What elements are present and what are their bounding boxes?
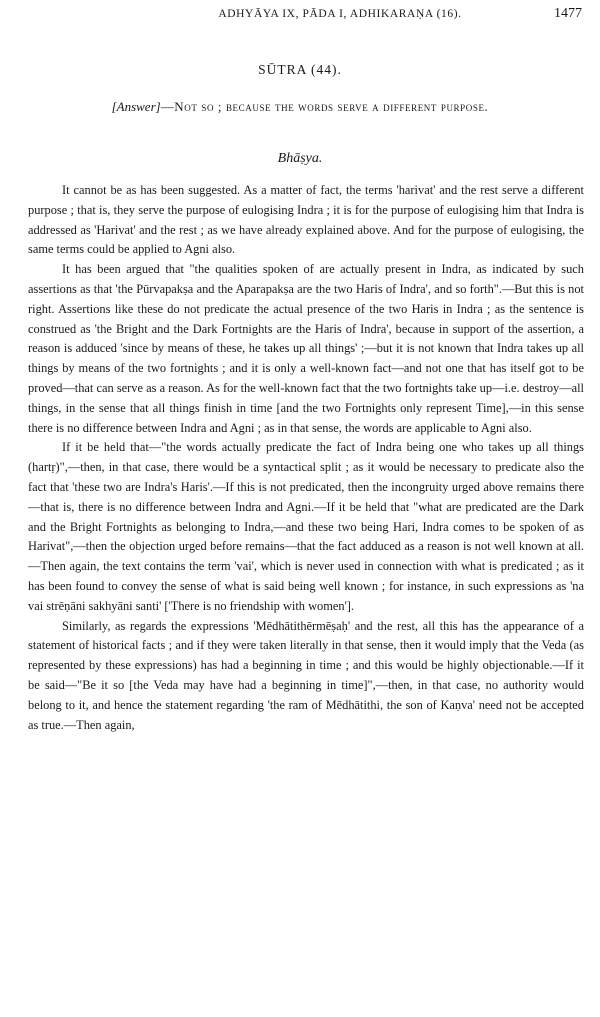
sutra-answer: [40, 96, 560, 118]
running-header: ADHYĀYA IX, PĀDA I, ADHIKARAṆA (16).: [218, 8, 462, 20]
bhasya-heading: Bhāṣya.: [277, 151, 323, 166]
paragraph-4: Similarly, as regards the expressions 'Mēdhātithērmēṣaḥ' and the rest, all this has the appearance of a statement of historical facts ; and if they were taken literally in that sense, then it would imply that the Veda (as represented by these expressions) has had a beginning in time ; and this would be highly objectionable.—If it be said—"Be it so [the Veda may have had a beginning in time]",—then, in that case, no authority would belong to it, and hence the statement regarding 'the ram of Mēdhātithi, the son of Kaṇva' need not be accepted as true.—Then again,: [28, 618, 584, 732]
commentary-body: [28, 181, 584, 735]
paragraph-3: If it be held that—"the words actually predicate the fact of Indra being one who takes up all things (hartṛ)",—then, in that case, there would be a syntactical split ; as it would be necessary to predicate also the fact that 'these two are Indra's Haris'.—If this is not predicated, then the incongruity urged above remains there—that is, there is no difference between Indra and Agni.—If it be held that "what are predicated are the Dark and the Bright Fortnights as belonging to Indra,—and these two being Hari, Indra comes to be spoken of as Harivat",—then the objection urged before remains—that the fact adduced as a reason is not well known at all. —Then again, the text contains the term 'vai', which is never used in connection with what is predicated ; as it has been found to convey the sense of what is said being well known ; for instance, in such expressions as 'na vai strēṇāni sakhyāni santi' ['There is no friendship with women'].: [28, 440, 584, 613]
sutra-title: SŪTRA (44).: [258, 62, 342, 77]
paragraph-1: It cannot be as has been suggested. As a matter of fact, the terms 'harivat' and the rest serve a different purpose ; that is, they serve the purpose of eulogising Indra ; it is for the purpose of eulogising him that Indra is addressed as 'Harivat' and the rest ; as we have already explained above. And for the purpose of eulogising, the same terms could be applied to Agni also.: [28, 183, 584, 257]
answer-tag: [Answer]: [111, 99, 161, 114]
answer-text: —Not so ; because the words serve a different purpose.: [160, 99, 489, 114]
page-number: 1477: [554, 6, 582, 21]
paragraph-2: It has been argued that "the qualities spoken of are actually present in Indra, as indicated by such assertions as that 'the Pūrvapakṣa and the Aparapakṣa are the two Haris of Indra', and so forth".—But this is not right. Assertions like these do not predicate the actual presence of the two Haris in Indra ; as the sentence is construed as 'the Bright and the Dark Fortnights are the Haris of Indra', because in support of the assertion, a reason is adduced 'since by means of these, he takes up all things' ;—but it is not known that Indra takes up all things by means of the two fortnights ; and it is only a well-known fact—and not one that has itself got to be proved—that can serve as a reason. As for the well-known fact that the two fortnights take up—i.e. destroy—all things, in the sense that all things finish in time [and the two Fortnights only represent Time],—in this sense there is no difference between Indra and Agni ; as in that sense, the words are applicable to Agni also.: [28, 262, 584, 435]
